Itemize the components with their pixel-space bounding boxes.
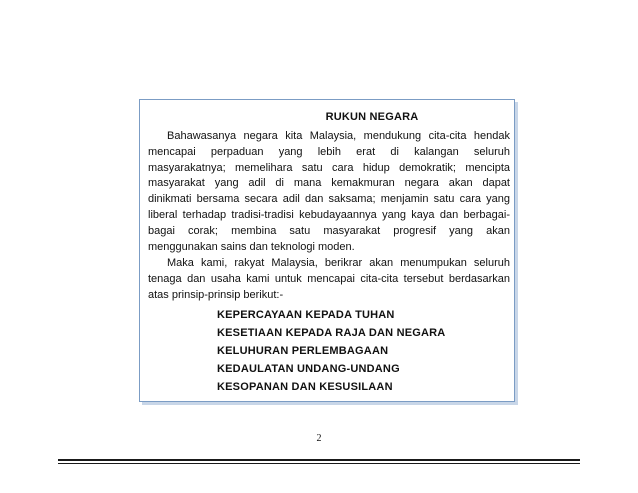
text-line: liberal terhadap tradisi-tradisi kebudayaannya yang kaya dan berbagai- bbox=[148, 208, 510, 221]
footer-rule bbox=[58, 459, 580, 461]
preamble-paragraph bbox=[148, 129, 510, 255]
text-line: bagai corak; membina satu masyarakat progresif yang akan bbox=[148, 224, 510, 237]
text-line: masyarakatnya; memelihara satu cara hidup demokratik; mencipta bbox=[148, 161, 510, 174]
text-line: mencapai perpaduan yang lebih erat di kalangan seluruh bbox=[148, 145, 510, 158]
principles-list bbox=[217, 306, 445, 396]
principle-item: KEDAULATAN UNDANG-UNDANG bbox=[217, 363, 400, 375]
text-line: masyarakat yang adil di mana kemakmuran negara akan dapat bbox=[148, 177, 510, 190]
principle-item: KELUHURAN PERLEMBAGAAN bbox=[217, 345, 389, 357]
principle-item: KEPERCAYAAN KEPADA TUHAN bbox=[217, 309, 395, 321]
rukun-negara-box bbox=[139, 99, 515, 402]
text-line: dinikmati bersama secara adil dan saksama; menjamin satu cara yang bbox=[148, 193, 510, 206]
principle-item: KESOPANAN DAN KESUSILAAN bbox=[217, 381, 393, 393]
footer-rule-thin bbox=[58, 463, 580, 464]
text-line: atas prinsip-prinsip berikut:- bbox=[148, 288, 284, 301]
text-line: menggunakan sains dan teknologi moden. bbox=[148, 240, 355, 253]
text-line: Bahawasanya negara kita Malaysia, mendukung cita-cita hendak bbox=[167, 130, 510, 142]
pledge-paragraph bbox=[148, 256, 510, 303]
text-line: Maka kami, rakyat Malaysia, berikrar akan menumpukan seluruh bbox=[167, 257, 510, 269]
document-title: RUKUN NEGARA bbox=[325, 111, 419, 123]
page-number: 2 bbox=[316, 433, 322, 444]
principle-item: KESETIAAN KEPADA RAJA DAN NEGARA bbox=[217, 327, 446, 339]
text-line: tenaga dan usaha kami untuk mencapai cita-cita tersebut berdasarkan bbox=[148, 272, 510, 285]
